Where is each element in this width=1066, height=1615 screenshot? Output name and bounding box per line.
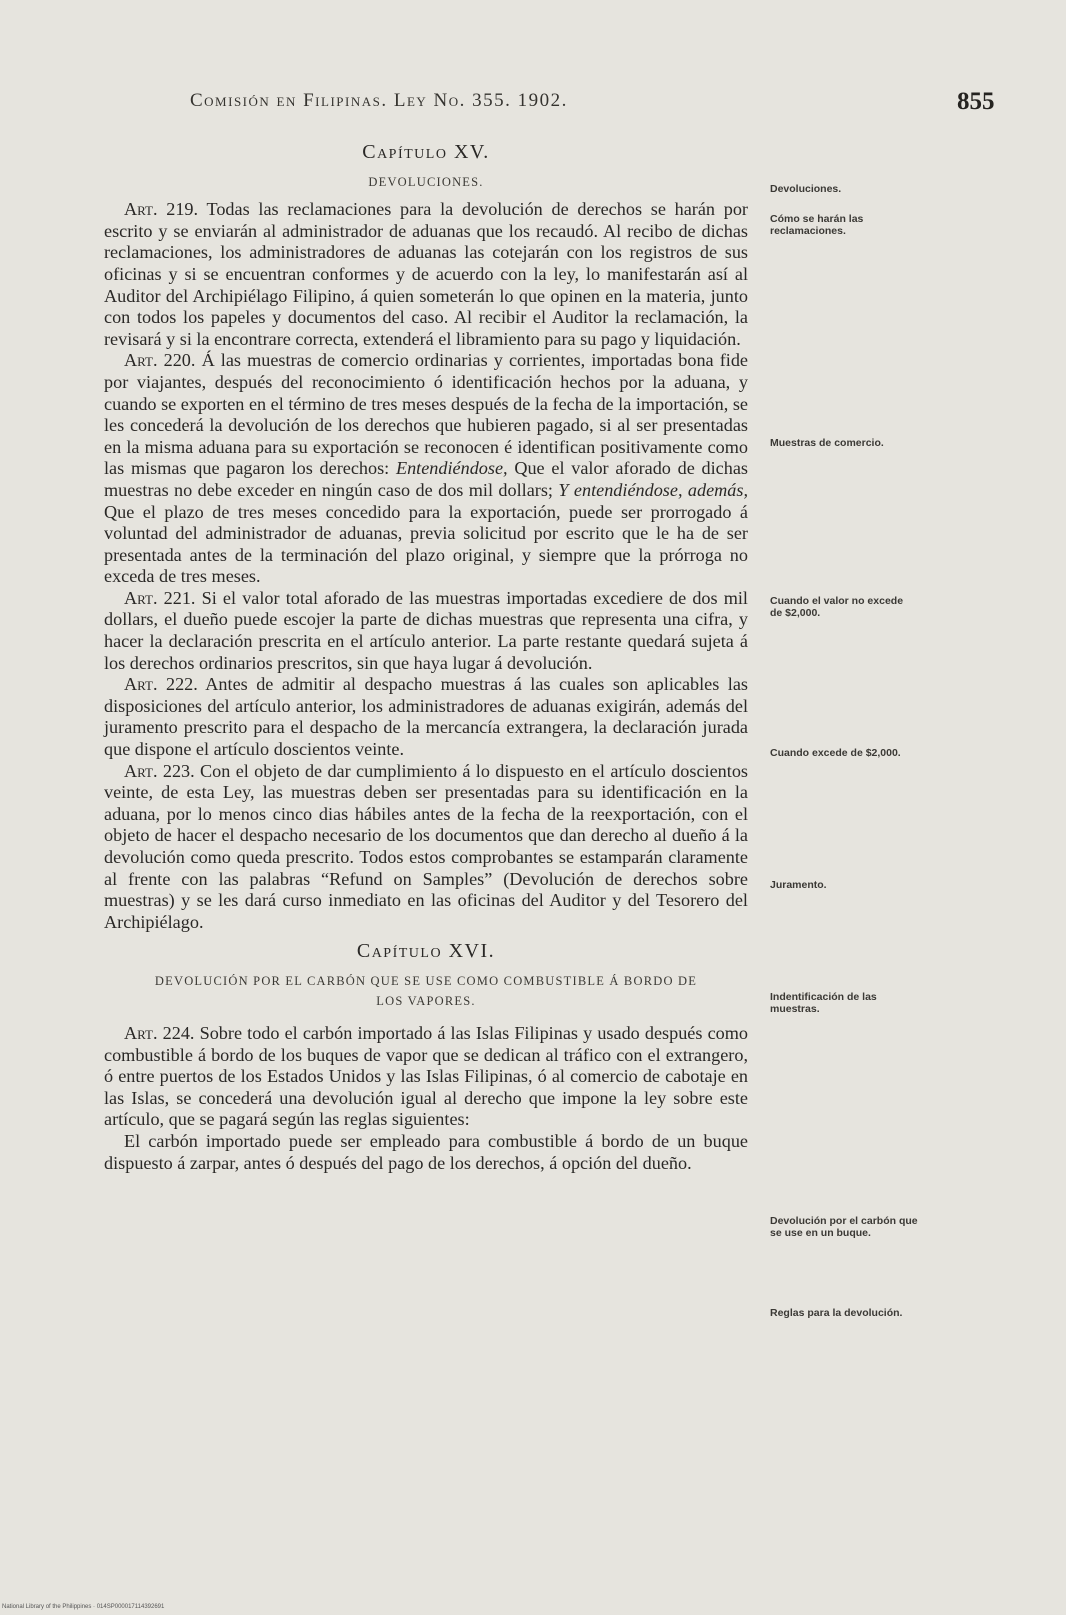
article-text: Sobre todo el carbón importado á las Islas Filipinas y usado después como combustible á bordo de los buques de vapor que se dedican al tráfico con el extrangero, ó entre puertos de los Estados Unidos y las Islas Filipinas, ó al comercio de cabotaje en las Islas, se concederá una devolución igual al derecho que impone la ley sobre este artículo, que se pagará según las reglas siguientes: (104, 1022, 748, 1130)
article-text: Antes de admitir al despacho muestras á las cuales son aplicables las disposiciones del artículo anterior, los administradores de aduanas exigirán, además del juramento prescrito para el despacho de la mercancía extrangera, la declaración jurada que dispone el artículo doscientos veinte. (104, 674, 748, 760)
margin-note-excede: Cuando excede de $2,000. (770, 747, 901, 759)
chapter-xvi-subtitle: DEVOLUCIÓN POR EL CARBÓN QUE SE USE COMO COMBUSTIBLE Á BORDO DE LOS VAPORES. (154, 973, 698, 1008)
article-number: Art. 223. (124, 760, 195, 781)
article-text: Que el plazo de tres meses concedido para la exportación, puede ser prorrogado á voluntad del administrador de aduanas, previa solicitud por escrito que le ha de ser presentada antes de la terminación del plazo original, y siempre que la prórroga no exceda de tres meses. (104, 501, 748, 587)
chapter-xvi-title: Capítulo XVI. (356, 940, 496, 963)
margin-note-devoluciones: Devoluciones. (770, 183, 842, 195)
margin-note-identificacion: Indentificación de las muestras. (770, 991, 877, 1015)
margin-note-juramento: Juramento. (770, 879, 827, 891)
page-number: 855 (957, 88, 995, 115)
margin-note-muestras: Muestras de comercio. (770, 437, 884, 449)
article-text: Que el valor aforado de dichas muestras no debe exceder en ningún caso de dos mil dollars; (104, 458, 748, 500)
chapter-xv-subtitle: DEVOLUCIONES. (368, 174, 484, 189)
article-222 (104, 674, 748, 760)
running-header: Comisión en Filipinas. Ley No. 355. 1902. (190, 90, 568, 111)
article-number: Art. 222. (124, 674, 198, 695)
article-text: Con el objeto de dar cumplimiento á lo dispuesto en el artículo doscientos veinte, de esta Ley, las muestras deben ser presentadas para su identificación en la aduana, por lo menos cinco dias hábiles antes de la fecha de la reexportación, con el objeto de hacer el despacho necesario de los documentos que dan derecho al dueño á la devolución como queda prescrito. Todos estos comprobantes se estamparán claramente al frente con las palabras “Refund on Samples” (Devolución de derechos sobre muestras) y se les dará curso inmediato en las oficinas del Auditor y del Tesorero del Archipiélago. (104, 760, 748, 932)
article-number: Art. 221. (124, 587, 196, 608)
article-text: Todas las reclamaciones para la devolución de derechos se harán por escrito y se enviarán al administrador de aduanas que los recaudó. Al recibo de dichas reclamaciones, los administradores de aduanas las cotejarán con los registros de sus oficinas y si se encuentran conformes y de acuerdo con la ley, lo manifestarán así al Auditor del Archipiélago Filipino, á quien someterán lo que opinen en la materia, junto con todos los papeles y documentos del caso. Al recibir el Auditor la reclamación, la revisará y si la encontrare correcta, extenderá el libramiento para su pago y liquidación. (104, 199, 748, 349)
article-number: Art. 219. (124, 199, 199, 220)
margin-note-carbon: Devolución por el carbón que se use en un buque. (770, 1215, 918, 1239)
article-219 (104, 199, 748, 350)
article-text: Á las muestras de comercio ordinarias y corrientes, importadas bona fide por viajantes, después del reconocimiento ó identificación hechos por la aduana, y cuando se exporten en el término de tres meses después de la fecha de la importación, se les concederá la devolución de los derechos que hubieren pagado, si al ser presentadas en la misma aduana para su exportación se reconocen é identifican positivamente como las mismas que pagaron los derechos: (104, 350, 748, 479)
main-text (104, 140, 748, 1174)
margin-note-reclamaciones: Cómo se harán las reclamaciones. (770, 213, 864, 237)
article-220 (104, 350, 748, 588)
emphasis-text: Y entendiéndose, además, (558, 479, 749, 500)
footer-text: National Library of the Philippines · 014SP000017114392691 (2, 1604, 165, 1610)
article-number: Art. 224. (124, 1022, 195, 1043)
article-224 (104, 1023, 748, 1131)
article-text: Si el valor total aforado de las muestras importadas excediere de dos mil dollars, el dueño puede escojer la parte de dichas muestras que representa una cifra, y hacer la declaración prescrita en el artículo anterior. La parte restante quedará sujeta á los derechos ordinarios prescritos, sin que haya lugar á devolución. (104, 587, 748, 673)
article-221 (104, 588, 748, 674)
margin-note-no-excede: Cuando el valor no excede de $2,000. (770, 595, 904, 619)
chapter-xv-title: Capítulo XV. (362, 141, 490, 163)
article-223 (104, 761, 748, 934)
rule-paragraph: El carbón importado puede ser empleado para combustible á bordo de un buque dispuesto á zarpar, antes ó después del pago de los derechos, á opción del dueño. (104, 1130, 748, 1173)
emphasis-text: Entendiéndose, (395, 458, 508, 479)
margin-note-reglas: Reglas para la devolución. (770, 1307, 903, 1319)
article-number: Art. 220. (124, 350, 196, 371)
